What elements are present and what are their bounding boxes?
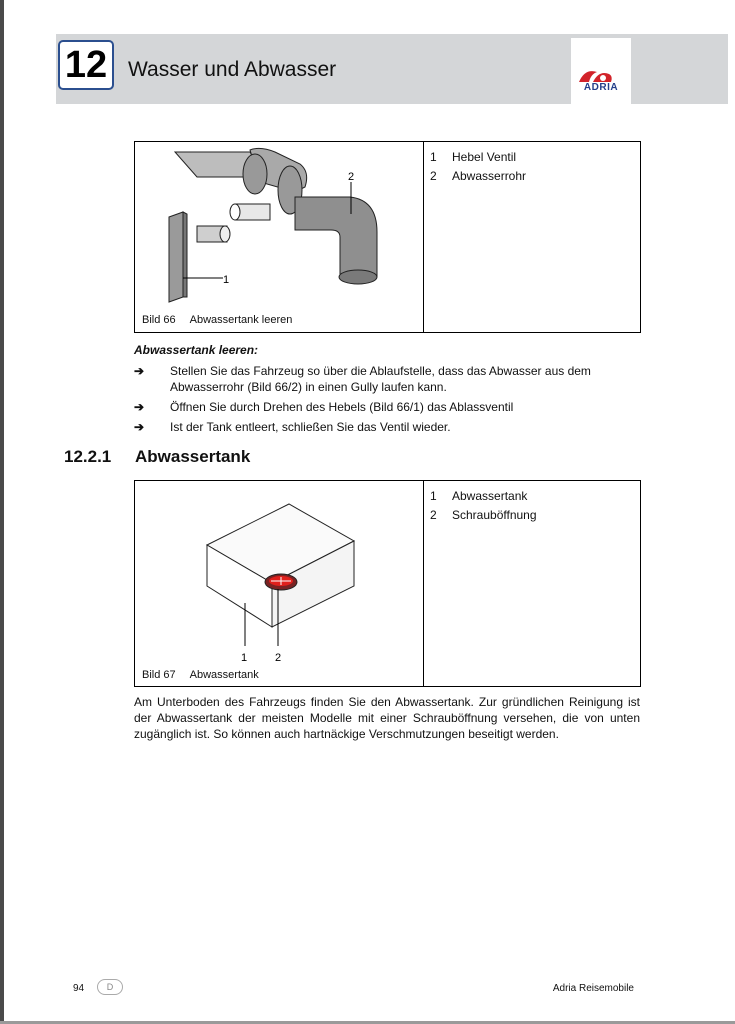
page-left-edge: [0, 0, 4, 1024]
legend-text: Hebel Ventil: [452, 150, 517, 164]
legend-text: Abwassertank: [452, 489, 528, 503]
step-text: Öffnen Sie durch Drehen des Hebels (Bild 66/1) das Ablassventil: [170, 400, 514, 414]
list-item: [134, 419, 640, 435]
legend-number: 2: [430, 508, 437, 522]
figure-legend: [430, 487, 537, 525]
arrow-icon: ➔: [134, 420, 145, 434]
legend-text: Abwasserrohr: [452, 169, 527, 183]
callout-2: 2: [275, 652, 282, 664]
callout-2: 2: [348, 171, 355, 183]
legend-item: [430, 506, 537, 525]
arrow-icon: ➔: [134, 400, 145, 414]
chapter-title: Wasser und Abwasser: [128, 58, 337, 81]
language-badge: D: [97, 979, 123, 995]
step-text: Ist der Tank entleert, schließen Sie das Ventil wieder.: [170, 420, 451, 434]
figure-caption-text: Abwassertank leeren: [189, 314, 293, 326]
instruction-list: [134, 363, 640, 439]
legend-number: 1: [430, 489, 437, 503]
figure-caption-label: Bild 67: [142, 669, 176, 681]
legend-number: 1: [430, 150, 437, 164]
section-number: 12.2.1: [64, 447, 112, 466]
list-item: [134, 399, 640, 415]
arrow-icon: ➔: [134, 364, 145, 378]
adria-logo-icon: [571, 38, 631, 104]
callout-1: 1: [223, 274, 230, 286]
legend-number: 2: [430, 169, 437, 183]
figure-divider: [423, 481, 424, 686]
list-item: [134, 363, 640, 395]
section-title: Abwassertank: [135, 447, 251, 466]
figure-divider: [423, 142, 424, 332]
figure-legend: [430, 148, 526, 186]
figure-67: [134, 480, 641, 687]
figure-caption-label: Bild 66: [142, 314, 176, 326]
figure-caption: [142, 669, 259, 681]
figure-66: [134, 141, 641, 333]
body-paragraph: Am Unterboden des Fahrzeugs finden Sie den Abwassertank. Zur gründlichen Reinigung ist der Abwassertank der meisten Modelle mit einer Schrauböffnung versehen, die von unten zugänglich ist. So können auch hartnäckige Verschmutzungen beseitigt werden.: [134, 695, 640, 741]
chapter-number-box: 12: [58, 40, 114, 90]
logo-wordmark: ADRIA: [583, 82, 619, 93]
adria-logo: [571, 38, 631, 104]
legend-item: [430, 148, 526, 167]
page-number: 94: [73, 983, 85, 994]
valve-illustration: [135, 142, 423, 332]
legend-item: [430, 167, 526, 186]
legend-text: Schrauböffnung: [452, 508, 537, 522]
figure-caption: [142, 314, 292, 326]
step-text: Stellen Sie das Fahrzeug so über die Ablaufstelle, dass das Abwasser aus dem Abwasserrohr (Bild 66/2) in einen Gully laufen kann.: [170, 364, 591, 394]
figure-caption-text: Abwassertank: [189, 669, 259, 681]
legend-item: [430, 487, 537, 506]
callout-1: 1: [241, 652, 248, 664]
instructions-heading: Abwassertank leeren:: [134, 343, 259, 357]
footer-title: Adria Reisemobile: [552, 983, 634, 994]
tank-illustration: [135, 481, 423, 686]
